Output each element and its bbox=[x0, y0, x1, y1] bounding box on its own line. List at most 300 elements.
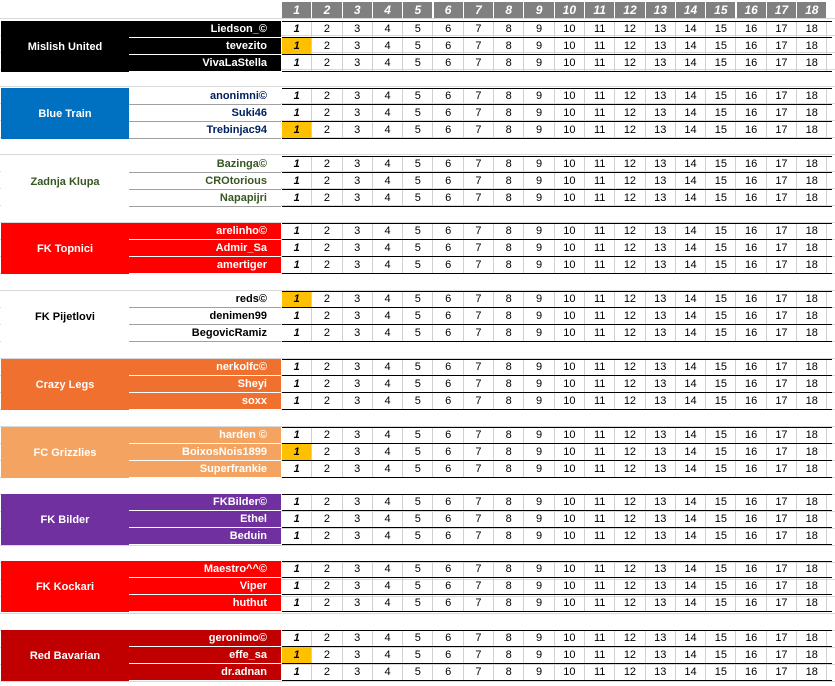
round-cell[interactable]: 15 bbox=[706, 173, 736, 190]
round-cell[interactable]: 7 bbox=[464, 511, 494, 528]
round-cell[interactable]: 6 bbox=[434, 38, 464, 55]
round-cell[interactable]: 2 bbox=[312, 664, 342, 681]
round-cell[interactable]: 14 bbox=[676, 55, 706, 72]
round-cell[interactable]: 11 bbox=[585, 561, 615, 578]
round-cell[interactable]: 17 bbox=[767, 461, 797, 478]
round-cell[interactable]: 13 bbox=[646, 38, 676, 55]
round-cell[interactable]: 3 bbox=[343, 223, 373, 240]
round-cell[interactable]: 14 bbox=[676, 595, 706, 612]
round-cell[interactable]: 6 bbox=[434, 240, 464, 257]
round-cell[interactable]: 15 bbox=[706, 461, 736, 478]
round-cell[interactable]: 4 bbox=[373, 444, 403, 461]
round-cell[interactable]: 6 bbox=[434, 494, 464, 511]
round-cell[interactable]: 12 bbox=[615, 494, 645, 511]
round-cell[interactable]: 2 bbox=[312, 511, 342, 528]
round-cell[interactable]: 10 bbox=[555, 325, 585, 342]
column-header[interactable]: 5 bbox=[403, 2, 433, 18]
column-header[interactable]: 17 bbox=[767, 2, 797, 18]
round-cell[interactable]: 8 bbox=[494, 55, 524, 72]
player-name-cell[interactable]: geronimo© bbox=[129, 630, 281, 647]
round-cell[interactable]: 16 bbox=[737, 173, 767, 190]
round-cell[interactable]: 1 bbox=[282, 257, 312, 274]
round-cell[interactable]: 12 bbox=[615, 359, 645, 376]
round-cell[interactable]: 1 bbox=[282, 55, 312, 72]
round-cell[interactable]: 16 bbox=[737, 494, 767, 511]
round-cell[interactable]: 8 bbox=[494, 308, 524, 325]
round-cell[interactable]: 9 bbox=[524, 105, 554, 122]
round-cell[interactable]: 18 bbox=[797, 393, 827, 410]
round-cell[interactable]: 8 bbox=[494, 359, 524, 376]
round-cell[interactable]: 2 bbox=[312, 240, 342, 257]
round-cell[interactable]: 16 bbox=[737, 308, 767, 325]
round-cell[interactable]: 4 bbox=[373, 223, 403, 240]
round-cell[interactable]: 15 bbox=[706, 359, 736, 376]
round-cell[interactable]: 18 bbox=[797, 664, 827, 681]
round-cell[interactable]: 13 bbox=[646, 393, 676, 410]
round-cell[interactable]: 1 bbox=[282, 630, 312, 647]
round-cell[interactable]: 10 bbox=[555, 190, 585, 207]
round-cell[interactable]: 18 bbox=[797, 240, 827, 257]
round-cell[interactable]: 7 bbox=[464, 122, 494, 139]
player-name-cell[interactable]: BegovicRamiz bbox=[129, 325, 281, 342]
round-cell[interactable]: 5 bbox=[403, 257, 433, 274]
round-cell[interactable]: 18 bbox=[797, 427, 827, 444]
round-cell[interactable]: 16 bbox=[737, 223, 767, 240]
round-cell[interactable]: 16 bbox=[737, 156, 767, 173]
round-cell[interactable]: 4 bbox=[373, 291, 403, 308]
round-cell[interactable]: 2 bbox=[312, 461, 342, 478]
round-cell[interactable]: 14 bbox=[676, 291, 706, 308]
round-cell[interactable]: 3 bbox=[343, 444, 373, 461]
round-cell[interactable]: 15 bbox=[706, 444, 736, 461]
round-cell[interactable]: 8 bbox=[494, 190, 524, 207]
round-cell[interactable]: 1 bbox=[282, 38, 312, 55]
round-cell[interactable]: 7 bbox=[464, 38, 494, 55]
player-name-cell[interactable]: effe_sa bbox=[129, 647, 281, 664]
round-cell[interactable]: 17 bbox=[767, 444, 797, 461]
round-cell[interactable]: 8 bbox=[494, 21, 524, 38]
round-cell[interactable]: 5 bbox=[403, 325, 433, 342]
round-cell[interactable]: 13 bbox=[646, 595, 676, 612]
team-name-cell[interactable]: FK Topnici bbox=[1, 223, 129, 274]
player-name-cell[interactable]: Beduin bbox=[129, 528, 281, 545]
round-cell[interactable]: 8 bbox=[494, 122, 524, 139]
round-cell[interactable]: 10 bbox=[555, 376, 585, 393]
column-header[interactable]: 11 bbox=[585, 2, 615, 18]
round-cell[interactable]: 16 bbox=[737, 105, 767, 122]
round-cell[interactable]: 1 bbox=[282, 122, 312, 139]
round-cell[interactable]: 16 bbox=[737, 257, 767, 274]
player-name-cell[interactable]: amertiger bbox=[129, 257, 281, 274]
round-cell[interactable]: 10 bbox=[555, 291, 585, 308]
column-header[interactable]: 6 bbox=[434, 2, 464, 18]
round-cell[interactable]: 14 bbox=[676, 444, 706, 461]
round-cell[interactable]: 16 bbox=[737, 528, 767, 545]
round-cell[interactable]: 11 bbox=[585, 325, 615, 342]
round-cell[interactable]: 6 bbox=[434, 595, 464, 612]
round-cell[interactable]: 15 bbox=[706, 122, 736, 139]
round-cell[interactable]: 10 bbox=[555, 240, 585, 257]
round-cell[interactable]: 1 bbox=[282, 291, 312, 308]
player-name-cell[interactable]: Trebinjac94 bbox=[129, 122, 281, 139]
round-cell[interactable]: 7 bbox=[464, 494, 494, 511]
round-cell[interactable]: 17 bbox=[767, 325, 797, 342]
round-cell[interactable]: 14 bbox=[676, 88, 706, 105]
round-cell[interactable]: 16 bbox=[737, 595, 767, 612]
round-cell[interactable]: 8 bbox=[494, 647, 524, 664]
round-cell[interactable]: 15 bbox=[706, 291, 736, 308]
round-cell[interactable]: 8 bbox=[494, 291, 524, 308]
round-cell[interactable]: 18 bbox=[797, 223, 827, 240]
round-cell[interactable]: 17 bbox=[767, 376, 797, 393]
round-cell[interactable]: 16 bbox=[737, 240, 767, 257]
team-name-cell[interactable]: FK Pijetlovi bbox=[1, 291, 129, 342]
round-cell[interactable]: 14 bbox=[676, 173, 706, 190]
round-cell[interactable]: 13 bbox=[646, 647, 676, 664]
round-cell[interactable]: 9 bbox=[524, 664, 554, 681]
round-cell[interactable]: 6 bbox=[434, 664, 464, 681]
round-cell[interactable]: 2 bbox=[312, 325, 342, 342]
round-cell[interactable]: 7 bbox=[464, 393, 494, 410]
round-cell[interactable]: 17 bbox=[767, 257, 797, 274]
round-cell[interactable]: 14 bbox=[676, 578, 706, 595]
round-cell[interactable]: 6 bbox=[434, 55, 464, 72]
round-cell[interactable]: 13 bbox=[646, 494, 676, 511]
round-cell[interactable]: 5 bbox=[403, 664, 433, 681]
team-name-cell[interactable]: FK Bilder bbox=[1, 494, 129, 545]
round-cell[interactable]: 15 bbox=[706, 376, 736, 393]
round-cell[interactable]: 16 bbox=[737, 325, 767, 342]
round-cell[interactable]: 13 bbox=[646, 257, 676, 274]
column-header[interactable]: 13 bbox=[646, 2, 676, 18]
round-cell[interactable]: 1 bbox=[282, 88, 312, 105]
round-cell[interactable]: 7 bbox=[464, 21, 494, 38]
team-name-cell[interactable]: Mislish United bbox=[1, 21, 129, 72]
round-cell[interactable]: 1 bbox=[282, 376, 312, 393]
round-cell[interactable]: 5 bbox=[403, 359, 433, 376]
round-cell[interactable]: 2 bbox=[312, 308, 342, 325]
round-cell[interactable]: 2 bbox=[312, 494, 342, 511]
round-cell[interactable]: 9 bbox=[524, 223, 554, 240]
round-cell[interactable]: 9 bbox=[524, 393, 554, 410]
round-cell[interactable]: 17 bbox=[767, 578, 797, 595]
round-cell[interactable]: 10 bbox=[555, 578, 585, 595]
round-cell[interactable]: 9 bbox=[524, 308, 554, 325]
round-cell[interactable]: 18 bbox=[797, 105, 827, 122]
round-cell[interactable]: 4 bbox=[373, 647, 403, 664]
column-header[interactable]: 8 bbox=[494, 2, 524, 18]
team-name-cell[interactable]: Blue Train bbox=[1, 88, 129, 139]
round-cell[interactable]: 8 bbox=[494, 561, 524, 578]
round-cell[interactable]: 13 bbox=[646, 427, 676, 444]
round-cell[interactable]: 18 bbox=[797, 308, 827, 325]
round-cell[interactable]: 11 bbox=[585, 21, 615, 38]
round-cell[interactable]: 2 bbox=[312, 173, 342, 190]
round-cell[interactable]: 18 bbox=[797, 494, 827, 511]
round-cell[interactable]: 13 bbox=[646, 528, 676, 545]
round-cell[interactable]: 12 bbox=[615, 240, 645, 257]
round-cell[interactable]: 13 bbox=[646, 308, 676, 325]
round-cell[interactable]: 7 bbox=[464, 105, 494, 122]
round-cell[interactable]: 10 bbox=[555, 156, 585, 173]
round-cell[interactable]: 8 bbox=[494, 444, 524, 461]
round-cell[interactable]: 16 bbox=[737, 561, 767, 578]
round-cell[interactable]: 3 bbox=[343, 173, 373, 190]
round-cell[interactable]: 17 bbox=[767, 511, 797, 528]
round-cell[interactable]: 5 bbox=[403, 427, 433, 444]
round-cell[interactable]: 5 bbox=[403, 494, 433, 511]
round-cell[interactable]: 11 bbox=[585, 511, 615, 528]
round-cell[interactable]: 10 bbox=[555, 21, 585, 38]
round-cell[interactable]: 13 bbox=[646, 240, 676, 257]
round-cell[interactable]: 12 bbox=[615, 376, 645, 393]
column-header[interactable]: 10 bbox=[555, 2, 585, 18]
round-cell[interactable]: 13 bbox=[646, 359, 676, 376]
round-cell[interactable]: 8 bbox=[494, 511, 524, 528]
round-cell[interactable]: 11 bbox=[585, 444, 615, 461]
round-cell[interactable]: 16 bbox=[737, 630, 767, 647]
round-cell[interactable]: 5 bbox=[403, 122, 433, 139]
round-cell[interactable]: 14 bbox=[676, 494, 706, 511]
round-cell[interactable]: 18 bbox=[797, 528, 827, 545]
round-cell[interactable]: 3 bbox=[343, 21, 373, 38]
player-name-cell[interactable]: Sheyi bbox=[129, 376, 281, 393]
round-cell[interactable]: 16 bbox=[737, 359, 767, 376]
round-cell[interactable]: 17 bbox=[767, 173, 797, 190]
round-cell[interactable]: 14 bbox=[676, 240, 706, 257]
player-name-cell[interactable]: FKBilder© bbox=[129, 494, 281, 511]
round-cell[interactable]: 12 bbox=[615, 444, 645, 461]
round-cell[interactable]: 6 bbox=[434, 223, 464, 240]
round-cell[interactable]: 4 bbox=[373, 664, 403, 681]
round-cell[interactable]: 11 bbox=[585, 664, 615, 681]
round-cell[interactable]: 15 bbox=[706, 528, 736, 545]
round-cell[interactable]: 12 bbox=[615, 173, 645, 190]
round-cell[interactable]: 3 bbox=[343, 359, 373, 376]
round-cell[interactable]: 13 bbox=[646, 444, 676, 461]
round-cell[interactable]: 2 bbox=[312, 528, 342, 545]
round-cell[interactable]: 5 bbox=[403, 376, 433, 393]
round-cell[interactable]: 17 bbox=[767, 291, 797, 308]
round-cell[interactable]: 7 bbox=[464, 240, 494, 257]
round-cell[interactable]: 2 bbox=[312, 156, 342, 173]
round-cell[interactable]: 18 bbox=[797, 444, 827, 461]
round-cell[interactable]: 12 bbox=[615, 308, 645, 325]
team-name-cell[interactable]: FK Kockari bbox=[1, 561, 129, 612]
round-cell[interactable]: 10 bbox=[555, 223, 585, 240]
round-cell[interactable]: 15 bbox=[706, 308, 736, 325]
round-cell[interactable]: 4 bbox=[373, 578, 403, 595]
round-cell[interactable]: 17 bbox=[767, 528, 797, 545]
round-cell[interactable]: 3 bbox=[343, 291, 373, 308]
round-cell[interactable]: 7 bbox=[464, 427, 494, 444]
round-cell[interactable]: 3 bbox=[343, 461, 373, 478]
round-cell[interactable]: 7 bbox=[464, 257, 494, 274]
player-name-cell[interactable]: harden © bbox=[129, 427, 281, 444]
round-cell[interactable]: 4 bbox=[373, 190, 403, 207]
round-cell[interactable]: 11 bbox=[585, 528, 615, 545]
round-cell[interactable]: 6 bbox=[434, 122, 464, 139]
round-cell[interactable]: 2 bbox=[312, 105, 342, 122]
round-cell[interactable]: 14 bbox=[676, 461, 706, 478]
column-header[interactable]: 14 bbox=[676, 2, 706, 18]
round-cell[interactable]: 11 bbox=[585, 156, 615, 173]
round-cell[interactable]: 13 bbox=[646, 122, 676, 139]
round-cell[interactable]: 2 bbox=[312, 223, 342, 240]
round-cell[interactable]: 4 bbox=[373, 325, 403, 342]
round-cell[interactable]: 9 bbox=[524, 21, 554, 38]
player-name-cell[interactable]: nerkolfc© bbox=[129, 359, 281, 376]
round-cell[interactable]: 2 bbox=[312, 444, 342, 461]
round-cell[interactable]: 4 bbox=[373, 630, 403, 647]
round-cell[interactable]: 9 bbox=[524, 376, 554, 393]
round-cell[interactable]: 15 bbox=[706, 156, 736, 173]
round-cell[interactable]: 10 bbox=[555, 647, 585, 664]
round-cell[interactable]: 10 bbox=[555, 461, 585, 478]
round-cell[interactable]: 6 bbox=[434, 359, 464, 376]
round-cell[interactable]: 6 bbox=[434, 393, 464, 410]
round-cell[interactable]: 12 bbox=[615, 291, 645, 308]
round-cell[interactable]: 18 bbox=[797, 461, 827, 478]
round-cell[interactable]: 5 bbox=[403, 291, 433, 308]
round-cell[interactable]: 12 bbox=[615, 38, 645, 55]
round-cell[interactable]: 6 bbox=[434, 291, 464, 308]
column-header[interactable]: 2 bbox=[312, 2, 342, 18]
round-cell[interactable]: 17 bbox=[767, 647, 797, 664]
round-cell[interactable]: 4 bbox=[373, 122, 403, 139]
round-cell[interactable]: 15 bbox=[706, 190, 736, 207]
round-cell[interactable]: 10 bbox=[555, 561, 585, 578]
round-cell[interactable]: 14 bbox=[676, 308, 706, 325]
round-cell[interactable]: 4 bbox=[373, 308, 403, 325]
round-cell[interactable]: 12 bbox=[615, 664, 645, 681]
round-cell[interactable]: 15 bbox=[706, 427, 736, 444]
round-cell[interactable]: 2 bbox=[312, 122, 342, 139]
round-cell[interactable]: 18 bbox=[797, 359, 827, 376]
round-cell[interactable]: 13 bbox=[646, 156, 676, 173]
round-cell[interactable]: 1 bbox=[282, 105, 312, 122]
round-cell[interactable]: 14 bbox=[676, 393, 706, 410]
round-cell[interactable]: 17 bbox=[767, 38, 797, 55]
round-cell[interactable]: 10 bbox=[555, 359, 585, 376]
round-cell[interactable]: 4 bbox=[373, 21, 403, 38]
round-cell[interactable]: 14 bbox=[676, 528, 706, 545]
player-name-cell[interactable]: Liedson_© bbox=[129, 21, 281, 38]
round-cell[interactable]: 6 bbox=[434, 105, 464, 122]
round-cell[interactable]: 1 bbox=[282, 325, 312, 342]
round-cell[interactable]: 8 bbox=[494, 630, 524, 647]
round-cell[interactable]: 18 bbox=[797, 561, 827, 578]
round-cell[interactable]: 7 bbox=[464, 528, 494, 545]
round-cell[interactable]: 3 bbox=[343, 257, 373, 274]
round-cell[interactable]: 11 bbox=[585, 359, 615, 376]
player-name-cell[interactable]: reds© bbox=[129, 291, 281, 308]
player-name-cell[interactable]: Viper bbox=[129, 578, 281, 595]
round-cell[interactable]: 6 bbox=[434, 461, 464, 478]
round-cell[interactable]: 6 bbox=[434, 190, 464, 207]
round-cell[interactable]: 7 bbox=[464, 308, 494, 325]
round-cell[interactable]: 15 bbox=[706, 630, 736, 647]
round-cell[interactable]: 9 bbox=[524, 88, 554, 105]
round-cell[interactable]: 8 bbox=[494, 223, 524, 240]
round-cell[interactable]: 12 bbox=[615, 55, 645, 72]
round-cell[interactable]: 8 bbox=[494, 325, 524, 342]
round-cell[interactable]: 13 bbox=[646, 88, 676, 105]
round-cell[interactable]: 11 bbox=[585, 105, 615, 122]
round-cell[interactable]: 3 bbox=[343, 630, 373, 647]
round-cell[interactable]: 15 bbox=[706, 393, 736, 410]
round-cell[interactable]: 9 bbox=[524, 511, 554, 528]
round-cell[interactable]: 17 bbox=[767, 156, 797, 173]
round-cell[interactable]: 3 bbox=[343, 122, 373, 139]
round-cell[interactable]: 9 bbox=[524, 156, 554, 173]
column-header[interactable]: 9 bbox=[524, 2, 554, 18]
round-cell[interactable]: 12 bbox=[615, 595, 645, 612]
round-cell[interactable]: 4 bbox=[373, 55, 403, 72]
round-cell[interactable]: 16 bbox=[737, 376, 767, 393]
round-cell[interactable]: 16 bbox=[737, 38, 767, 55]
round-cell[interactable]: 4 bbox=[373, 511, 403, 528]
round-cell[interactable]: 2 bbox=[312, 291, 342, 308]
round-cell[interactable]: 8 bbox=[494, 393, 524, 410]
round-cell[interactable]: 11 bbox=[585, 494, 615, 511]
round-cell[interactable]: 6 bbox=[434, 376, 464, 393]
round-cell[interactable]: 6 bbox=[434, 88, 464, 105]
round-cell[interactable]: 8 bbox=[494, 173, 524, 190]
round-cell[interactable]: 11 bbox=[585, 308, 615, 325]
round-cell[interactable]: 2 bbox=[312, 376, 342, 393]
round-cell[interactable]: 6 bbox=[434, 511, 464, 528]
round-cell[interactable]: 4 bbox=[373, 173, 403, 190]
round-cell[interactable]: 5 bbox=[403, 393, 433, 410]
round-cell[interactable]: 5 bbox=[403, 595, 433, 612]
round-cell[interactable]: 16 bbox=[737, 647, 767, 664]
round-cell[interactable]: 2 bbox=[312, 393, 342, 410]
round-cell[interactable]: 9 bbox=[524, 647, 554, 664]
round-cell[interactable]: 11 bbox=[585, 427, 615, 444]
player-name-cell[interactable]: tevezito bbox=[129, 38, 281, 55]
round-cell[interactable]: 15 bbox=[706, 664, 736, 681]
player-name-cell[interactable]: denimen99 bbox=[129, 308, 281, 325]
round-cell[interactable]: 16 bbox=[737, 291, 767, 308]
round-cell[interactable]: 9 bbox=[524, 257, 554, 274]
round-cell[interactable]: 9 bbox=[524, 630, 554, 647]
round-cell[interactable]: 1 bbox=[282, 156, 312, 173]
round-cell[interactable]: 17 bbox=[767, 427, 797, 444]
round-cell[interactable]: 15 bbox=[706, 494, 736, 511]
round-cell[interactable]: 9 bbox=[524, 173, 554, 190]
round-cell[interactable]: 8 bbox=[494, 88, 524, 105]
player-name-cell[interactable]: soxx bbox=[129, 393, 281, 410]
round-cell[interactable]: 14 bbox=[676, 664, 706, 681]
round-cell[interactable]: 18 bbox=[797, 257, 827, 274]
round-cell[interactable]: 14 bbox=[676, 630, 706, 647]
round-cell[interactable]: 14 bbox=[676, 647, 706, 664]
round-cell[interactable]: 16 bbox=[737, 578, 767, 595]
round-cell[interactable]: 7 bbox=[464, 359, 494, 376]
round-cell[interactable]: 1 bbox=[282, 393, 312, 410]
round-cell[interactable]: 14 bbox=[676, 156, 706, 173]
round-cell[interactable]: 12 bbox=[615, 461, 645, 478]
round-cell[interactable]: 13 bbox=[646, 630, 676, 647]
player-name-cell[interactable]: Bazinga© bbox=[129, 156, 281, 173]
round-cell[interactable]: 3 bbox=[343, 595, 373, 612]
round-cell[interactable]: 1 bbox=[282, 444, 312, 461]
round-cell[interactable]: 16 bbox=[737, 88, 767, 105]
round-cell[interactable]: 6 bbox=[434, 308, 464, 325]
round-cell[interactable]: 11 bbox=[585, 190, 615, 207]
round-cell[interactable]: 11 bbox=[585, 55, 615, 72]
